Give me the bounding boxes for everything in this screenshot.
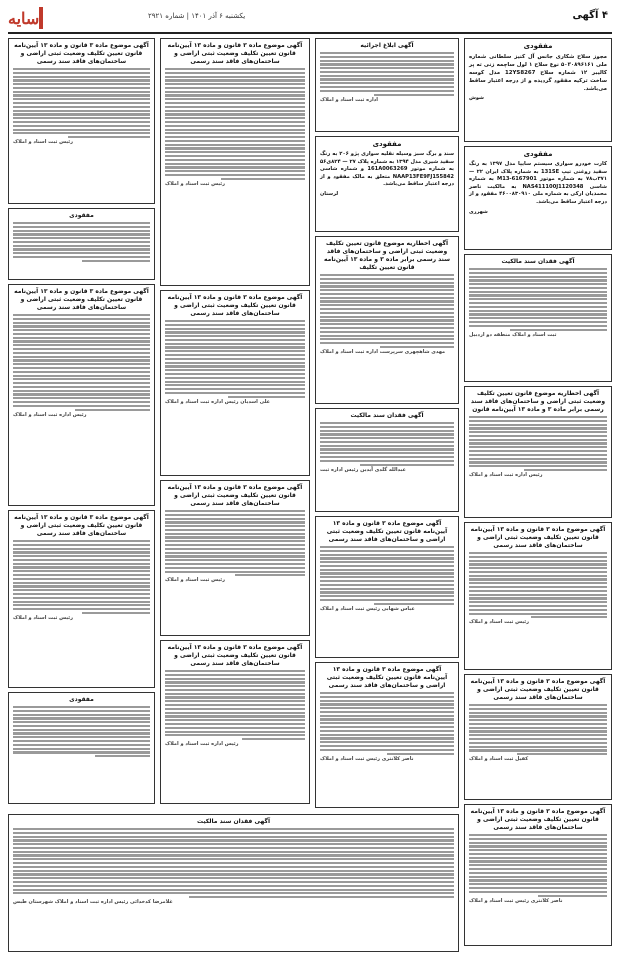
lost-notice-2-city: شهرری xyxy=(469,208,488,215)
lost-notice-c2-title: مفقودی xyxy=(372,140,402,148)
notice-c3-2-title: آگهی موضوع ماده ۳ قانون و ماده ۱۳ آیین‌نامه قانون تعیین تکلیف وضعیت ثبتی اراضی و ساختمان‌های فاقد سند رسمی xyxy=(167,294,303,317)
lost-notice-c2-text: سند و برگ سبز وسیله نقلیه سواری پژو ۲۰۶ به رنگ سفید شیری مدل ۱۳۹۴ به شماره پلاک ۲۷ — ۸۲۴ی۵۶ به شماره موتور 161A0063269 و شماره شاسی NAAP13FE9FJ155842 متعلق به مالک مفقود و از درجه اعتبار ساقط می‌باشد. xyxy=(320,151,454,188)
lost-notice-c2-city: لرستان xyxy=(320,190,339,197)
lost-notice-2 xyxy=(464,146,612,250)
notice-c4-3-title: آگهی موضوع ماده ۳ قانون و ماده ۱۳ آیین‌نامه قانون تعیین تکلیف وضعیت ثبتی اراضی و ساختمان‌های فاقد سند رسمی xyxy=(14,288,149,311)
notice-c4-4-title: آگهی موضوع ماده ۳ قانون و ماده ۱۳ آیین‌نامه قانون تعیین تکلیف وضعیت ثبتی اراضی و ساختمان‌های فاقد سند رسمی xyxy=(14,514,149,537)
notice-c3-3-title: آگهی موضوع ماده ۳ قانون و ماده ۱۳ آیین‌نامه قانون تعیین تکلیف وضعیت ثبتی اراضی و ساختمان‌های فاقد سند رسمی xyxy=(167,484,303,507)
notice-c3-1 xyxy=(160,38,310,286)
notice-c2-3-body xyxy=(320,422,454,466)
notice-c1-3-body xyxy=(469,552,607,618)
column-3 xyxy=(160,38,310,808)
notice-c3-4 xyxy=(160,640,310,804)
notice-c4-5-title: مفقودی xyxy=(69,696,94,703)
bottom-notice-sign: غلامرضا کدخدائی رئیس اداره ثبت اسناد و املاک شهرستان طبس xyxy=(13,899,173,906)
lost-notice-2-text: کارت خودرو سواری سیستم سایپا مدل ۱۳۹۷ به رنگ سفید روغنی تیپ 131SE به شماره پلاک ایران ۲۲ — ۳۷۱ب۷۸ به شماره موتور M13-6167901 به شماره شاسی NAS411100J1120348 به مالکیت ناصر محمدیان ارکی به شماره ملی ۴۶۰۰۸۳۰۹۱۰ مفقود و از درجه اعتبار ساقط می‌باشد. xyxy=(469,161,607,205)
notice-c2-5-title: آگهی موضوع ماده ۳ قانون و ماده ۱۳ آیین‌نامه قانون تعیین تکلیف وضعیت ثبتی اراضی و ساختمان‌های فاقد سند رسمی xyxy=(326,666,448,689)
notice-c2-1-body xyxy=(320,52,454,96)
notice-c1-2-title: آگهی اخطاریه موضوع قانون تعیین تکلیف وضعیت ثبتی اراضی و ساختمان‌های فاقد سند رسمی برابر ماده ۳ و ماده ۱۳ آیین‌نامه قانون xyxy=(470,390,606,413)
notice-c2-4-sign: عباس شهابی رئیس ثبت اسناد و املاک xyxy=(320,605,415,612)
notice-c4-4-body xyxy=(13,540,150,614)
notice-c1-5-sign: ناصر کلانتری رئیس ثبت اسناد و املاک xyxy=(469,897,563,904)
notice-c3-2 xyxy=(160,290,310,476)
notice-c4-3-sign: رئیس اداره ثبت اسناد و املاک xyxy=(13,411,87,418)
notice-c2-4-title: آگهی موضوع ماده ۳ قانون و ماده ۱۳ آیین‌نامه قانون تعیین تکلیف وضعیت ثبتی اراضی و ساختمان‌های فاقد سند رسمی xyxy=(326,520,448,543)
notice-c4-3-body xyxy=(13,314,150,411)
notice-c1-5 xyxy=(464,804,612,946)
notice-c1-2 xyxy=(464,386,612,518)
notice-c3-1-sign: رئیس ثبت اسناد و املاک xyxy=(165,180,225,187)
notice-c3-3 xyxy=(160,480,310,636)
notice-c4-5-body xyxy=(13,706,150,757)
column-1 xyxy=(464,38,612,950)
bottom-notice xyxy=(8,814,459,952)
notice-c1-3-title: آگهی موضوع ماده ۳ قانون و ماده ۱۳ آیین‌نامه قانون تعیین تکلیف وضعیت ثبتی اراضی و ساختمان‌های فاقد سند رسمی xyxy=(470,526,606,549)
notice-c4-4 xyxy=(8,510,155,688)
newspaper-logo xyxy=(8,6,72,30)
notice-c3-4-title: آگهی موضوع ماده ۳ قانون و ماده ۱۳ آیین‌نامه قانون تعیین تکلیف وضعیت ثبتی اراضی و ساختمان‌های فاقد سند رسمی xyxy=(167,644,303,667)
page-number-section xyxy=(572,10,608,21)
notice-c1-3 xyxy=(464,522,612,670)
notice-c4-1-title: آگهی موضوع ماده ۳ قانون و ماده ۱۳ آیین‌نامه قانون تعیین تکلیف وضعیت ثبتی اراضی و ساختمان‌های فاقد سند رسمی xyxy=(14,42,149,65)
notice-c3-4-sign: رئیس اداره ثبت اسناد و املاک xyxy=(165,741,239,748)
notice-c4-5 xyxy=(8,692,155,804)
issue-date-line: یکشنبه ۶ آذر ۱۴۰۱ | شماره ۲۹۲۱ xyxy=(148,12,246,20)
notice-c2-3 xyxy=(315,408,459,512)
bottom-notice-body xyxy=(13,828,454,898)
notice-c2-2-sign: مهدی شاهچهری سرپرست اداره ثبت اسناد و املاک xyxy=(320,349,446,356)
column-2 xyxy=(315,38,459,808)
notice-c1-4-body xyxy=(469,704,607,755)
notice-c1-4-sign: کفیل ثبت اسناد و املاک xyxy=(469,756,529,763)
bottom-notice-title: آگهی فقدان سند مالکیت xyxy=(196,818,271,825)
lost-notice-1-city: شوش xyxy=(469,95,484,101)
notice-c1-4 xyxy=(464,674,612,800)
notice-c2-2-body xyxy=(320,274,454,348)
notice-c2-5 xyxy=(315,662,459,808)
notice-c2-2-title: آگهی اخطاریه موضوع قانون تعیین تکلیف وضعیت ثبتی اراضی و ساختمان‌های فاقد سند رسمی برابر ماده ۳ و ماده ۱۳ آیین‌نامه قانون تعیین تکلیف xyxy=(324,240,450,271)
notice-c3-2-body xyxy=(165,320,305,398)
notice-c4-1 xyxy=(8,38,155,204)
notice-c3-3-body xyxy=(165,510,305,576)
notice-c1-1 xyxy=(464,254,612,382)
notice-c4-1-sign: رئیس ثبت اسناد و املاک xyxy=(13,139,73,146)
notice-c2-1 xyxy=(315,38,459,132)
newspaper-page xyxy=(8,6,612,952)
notice-c2-4-body xyxy=(320,546,454,605)
notice-c1-5-title: آگهی موضوع ماده ۳ قانون و ماده ۱۳ آیین‌نامه قانون تعیین تکلیف وضعیت ثبتی اراضی و ساختمان‌های فاقد سند رسمی xyxy=(470,808,606,831)
notice-c4-2-title: مفقودی xyxy=(69,212,94,219)
notice-c2-4 xyxy=(315,516,459,658)
notice-c2-5-sign: ناصر کلانتری رئیس ثبت اسناد و املاک xyxy=(320,755,414,762)
notice-c1-2-sign: رئیس اداره ثبت اسناد و املاک xyxy=(469,472,543,479)
lost-notice-1 xyxy=(464,38,612,142)
notice-c3-1-body xyxy=(165,68,305,180)
notice-c1-1-sign: ثبت اسناد و املاک منطقه دو اردبیل xyxy=(469,331,557,338)
notice-c2-1-title: آگهی ابلاغ اجرائیه xyxy=(360,42,414,49)
column-4 xyxy=(8,38,155,808)
notice-c1-2-body xyxy=(469,416,607,471)
notice-c4-3 xyxy=(8,284,155,506)
lost-notice-1-title: مفقودی xyxy=(523,42,553,50)
logo-text: سایه xyxy=(8,8,40,28)
notice-c4-1-body xyxy=(13,68,150,138)
notice-c1-4-title: آگهی موضوع ماده ۳ قانون و ماده ۱۳ آیین‌نامه قانون تعیین تکلیف وضعیت ثبتی اراضی و ساختمان‌های فاقد سند رسمی xyxy=(470,678,606,701)
notice-c3-1-title: آگهی موضوع ماده ۳ قانون و ماده ۱۳ آیین‌نامه قانون تعیین تکلیف وضعیت ثبتی اراضی و ساختمان‌های فاقد سند رسمی xyxy=(167,42,303,65)
notice-c4-4-sign: رئیس ثبت اسناد و املاک xyxy=(13,615,73,622)
notice-c2-2 xyxy=(315,236,459,404)
notice-c3-3-sign: رئیس ثبت اسناد و املاک xyxy=(165,577,225,584)
notice-c4-2-body xyxy=(13,222,150,262)
notice-c2-3-sign: عبدالله گلدی آیدین رئیس اداره ثبت xyxy=(320,466,406,473)
page-number: ۴ xyxy=(601,10,608,21)
notice-c1-3-sign: رئیس ثبت اسناد و املاک xyxy=(469,619,529,626)
notice-c3-2-sign: علی اسدیان رئیس اداره ثبت اسناد و املاک xyxy=(165,398,271,405)
notice-c2-5-body xyxy=(320,692,454,755)
logo-bar-icon xyxy=(39,7,43,29)
section-name: آگهی xyxy=(572,10,599,21)
lost-notice-1-text: مجوز سلاح شکاری جانس آل کنیز سلطانی شماره ملی ۵۰۳۰۸۹۶۱۶۱ نوع سلاح ۱ لول ساچمه زنی ته پر کالیبر ۱۲ شماره سلاح 12YS8267 مدل کوسه ساخت ترکیه مفقود گردیده و از درجه اعتبار ساقط می‌باشد. xyxy=(469,54,607,92)
notice-c2-1-sign: اداره ثبت اسناد و املاک xyxy=(320,96,378,103)
notice-c1-1-body xyxy=(469,268,607,331)
notice-c4-2 xyxy=(8,208,155,280)
lost-notice-2-title: مفقودی xyxy=(523,150,553,158)
lost-notice-c2 xyxy=(315,136,459,232)
notice-c3-4-body xyxy=(165,670,305,740)
page-header xyxy=(8,6,612,34)
notice-c1-5-body xyxy=(469,834,607,897)
notice-c2-3-title: آگهی فقدان سند مالکیت xyxy=(350,412,424,419)
notice-c1-1-title: آگهی فقدان سند مالکیت xyxy=(501,258,575,265)
